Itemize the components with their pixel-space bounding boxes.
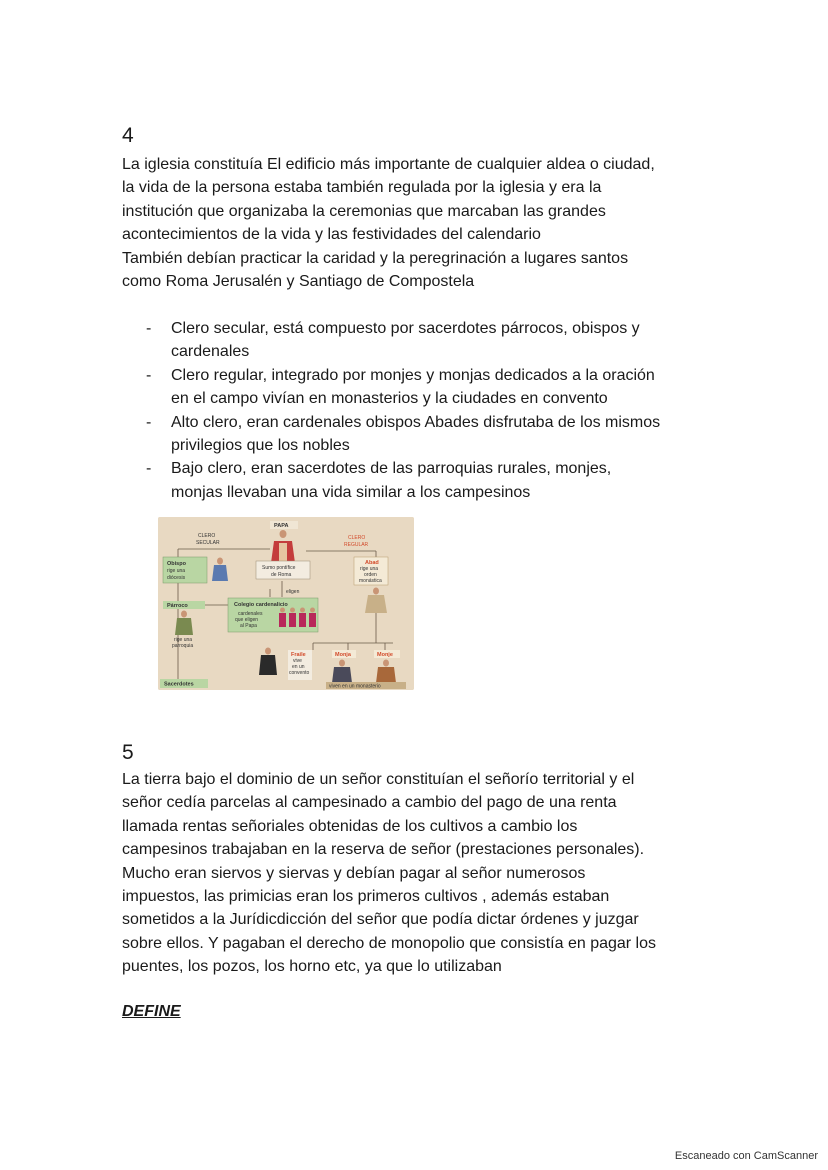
paragraph-line: la vida de la persona estaba también regulada por la iglesia y era la [122,179,602,197]
paragraph-line: sometidos a la Jurídicdicción del señor que podía dictar órdenes y juzgar [122,911,639,929]
paragraph-line: Mucho eran siervos y siervas y debían pagar al señor numerosos [122,864,586,882]
diagram-obispo-2: rige una [167,568,186,574]
paragraph-line: llamada rentas señoriales obtenidas de los cultivos a cambio los [122,817,578,835]
diagram-papa: PAPA [274,523,289,529]
diagram-obispo-3: diócesis [167,575,186,581]
diagram-monje: Monje [377,652,393,658]
bullet-line: cardenales [171,343,250,361]
bullet-line: en el campo vivían en monasterios y la ciudades en convento [171,390,608,408]
paragraph-line: La iglesia constituía El edificio más importante de cualquier aldea o ciudad, [122,156,655,173]
diagram-abad-3: orden [364,572,377,578]
section-4-number: 4 [122,124,134,147]
bullet-dash: - [146,320,152,337]
paragraph-line: sobre ellos. Y pagaban el derecho de monopolio que consistía en pagar los [122,934,657,952]
diagram-eligen: eligen [286,589,300,595]
diagram-monasterio: viven en un monasterio [329,683,381,690]
paragraph-line: impuestos, las primicias eran los primeros cultivos , además estaban [122,888,610,906]
bullet-line: Bajo clero, eran sacerdotes de las parroquias rurales, monjes, [171,460,612,478]
paragraph-line: puentes, los pozos, los horno etc, ya que lo utilizaban [122,958,502,976]
diagram-sumo-2: de Roma [271,572,292,578]
diagram-monja: Monja [335,652,351,658]
diagram-fraile-3: en un [292,664,305,670]
diagram-colegio: Colegio cardenalicio [234,602,288,608]
bullet-line: Alto clero, eran cardenales obispos Abades disfrutaba de los mismos [171,413,661,431]
diagram-cardenales-2: que eligen [235,617,259,623]
diagram-parroquia-1: rige una [174,637,193,643]
bullet-item-clero-secular [146,317,746,364]
bullet-item-clero-regular [146,364,746,411]
define-heading: DEFINE [122,1003,181,1020]
diagram-clero-secular-1: CLERO [198,533,216,539]
paragraph-line: institución que organizaba la ceremonias que marcaban las grandes [122,202,606,220]
bullet-dash: - [146,366,152,384]
diagram-parroco: Párroco [167,603,188,609]
bullet-item-alto-clero [146,411,746,458]
bullet-dash: - [146,413,152,431]
diagram-clero-regular-1: CLERO [348,535,366,541]
paragraph-line: señor cedía parcelas al campesinado a cambio del pago de una renta [122,794,617,812]
diagram-parroquia-2: parroquia [172,643,194,649]
church-hierarchy-diagram [158,517,414,690]
diagram-cardenales-1: cardenales [238,611,263,617]
clergy-bullet-list [146,317,746,504]
diagram-fraile-2: vive [293,658,302,664]
bullet-item-bajo-clero [146,457,746,504]
paragraph-line: campesinos trabajaban en la reserva de señor (prestaciones personales). [122,841,645,859]
diagram-abad-2: rige una [360,566,379,572]
diagram-abad: Abad [365,560,379,566]
bullet-dash: - [146,460,152,478]
camscanner-footer: Escaneado con CamScanner [674,1150,818,1162]
bullet-line: privilegios que los nobles [171,437,350,455]
paragraph-line: La tierra bajo el dominio de un señor constituían el señorío territorial y el [122,771,635,788]
paragraph-line: También debían practicar la caridad y la peregrinación a lugares santos [122,249,629,267]
paragraph-line: como Roma Jerusalén y Santiago de Compostela [122,273,475,291]
diagram-clero-secular-2: SECULAR [196,540,220,546]
bullet-line: Clero secular, está compuesto por sacerdotes párrocos, obispos y [171,320,640,337]
diagram-fraile: Fraile [291,652,306,658]
diagram-cardenales-3: al Papa [240,623,257,629]
diagram-abad-4: monástica [359,578,382,584]
bullet-line: monjas llevaban una vida similar a los campesinos [171,483,531,501]
section-5-number: 5 [122,741,134,764]
diagram-fraile-4: convento [289,670,310,676]
diagram-sumo-1: Sumo pontífice [262,565,296,571]
diagram-sacerdotes: Sacerdotes [164,681,194,688]
paragraph-line: acontecimientos de la vida y las festividades del calendario [122,226,541,244]
section-4-paragraph [122,153,722,293]
diagram-clero-regular-2: REGULAR [344,542,369,548]
bullet-line: Clero regular, integrado por monjes y monjas dedicados a la oración [171,366,655,384]
section-5-paragraph [122,768,722,979]
diagram-obispo: Obispo [167,561,186,567]
